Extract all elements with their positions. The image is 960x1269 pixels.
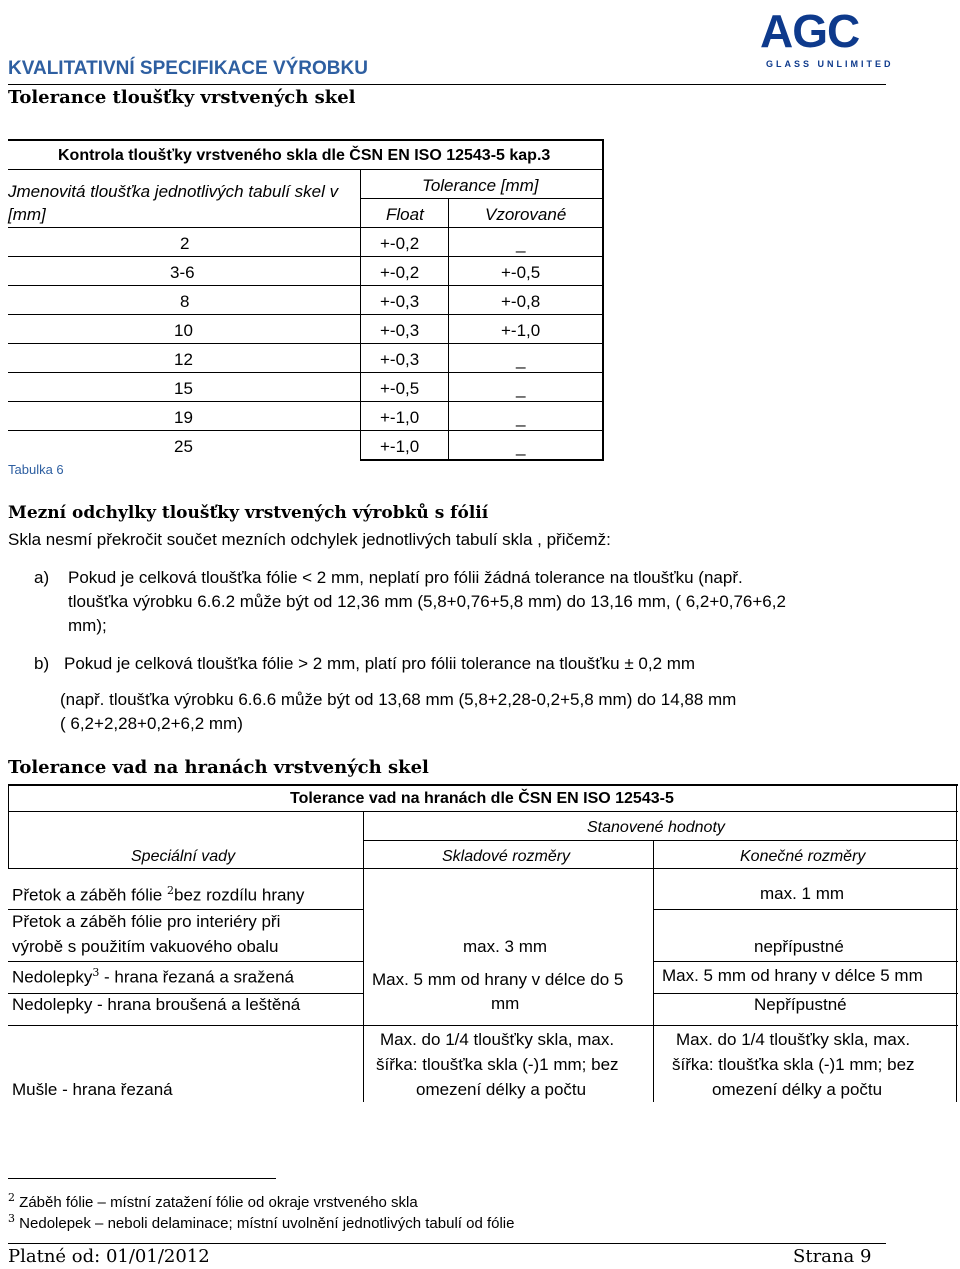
footnote [8,1191,418,1211]
table-rule [360,169,361,459]
thickness-cell: 25 [174,437,193,456]
table-rule [8,1025,958,1026]
defect-label: Mušle - hrana řezaná [12,1080,173,1099]
footnote-number: 2 [8,1191,15,1204]
float-cell: +-0,2 [380,263,420,282]
table-rule [360,198,604,199]
defect-label: Nedolepky$^3$ - hrana řezaná a sražená [12,966,294,987]
patterned-cell: _ [516,379,526,398]
table-border [956,784,957,1102]
table-rule [8,868,958,869]
table-rule [653,961,958,962]
table-rule [653,840,654,1102]
footnote-number: 3 [8,1212,15,1225]
table-rule [8,285,604,286]
section-intro: Skla nesmí překročit součet mezních odchylek jednotlivých tabulí skla , přičemž: [8,530,611,549]
table-rule [8,169,604,170]
footer-divider [8,1243,886,1244]
table-title: Kontrola tloušťky vrstveného skla dle ČSN EN ISO 12543-5 kap.3 [58,147,551,164]
table-title: Tolerance vad na hranách dle ČSN EN ISO 12543-5 [290,790,674,807]
logo-mark: AGC [760,5,860,57]
table-rule [8,256,604,257]
table-rule [8,430,604,431]
float-cell: +-0,3 [380,321,420,340]
list-marker: a) [34,568,50,587]
float-cell: +-0,2 [380,234,420,253]
table-rule [653,993,958,994]
stock-value: omezení délky a počtu [416,1080,587,1099]
thickness-cell: 15 [174,379,193,398]
document-subtitle: Tolerance tloušťky vrstvených skel [8,87,356,108]
thickness-cell: 10 [174,321,193,340]
list-marker: b) [34,654,50,673]
thickness-cell: 2 [180,234,190,253]
stock-value: Max. 5 mm od hrany v délce do 5 [372,970,624,989]
tolerance-header: Tolerance [mm] [422,176,539,195]
patterned-cell: _ [516,437,526,456]
table-rule [448,198,449,459]
thickness-header-unit: [mm] [8,205,46,224]
float-header: Float [386,205,424,224]
final-value: omezení délky a počtu [712,1080,883,1099]
final-value: Nepřípustné [754,995,847,1014]
float-cell: +-0,3 [380,350,420,369]
special-defects-header: Speciální vady [131,848,236,865]
logo-tagline: GLASS UNLIMITED [766,59,894,69]
footnote-separator [8,1178,276,1179]
patterned-header: Vzorované [485,205,567,224]
list-item-text: Pokud je celková tloušťka fólie > 2 mm, platí pro fólii tolerance na tloušťku ± 0,2 mm [64,654,696,673]
table-border [360,459,604,461]
list-item-text: Pokud je celková tloušťka fólie < 2 mm, neplatí pro fólii žádná tolerance na tloušťku (např. [68,568,743,587]
table-rule [8,811,958,812]
final-value: Max. do 1/4 tloušťky skla, max. [676,1030,911,1049]
patterned-cell: +-0,5 [501,263,541,282]
page-number: Strana 9 [793,1246,872,1267]
table-rule [8,314,604,315]
section-heading: Mezní odchylky tloušťky vrstvených výrobků s fólií [8,503,489,523]
document-title: KVALITATIVNÍ SPECIFIKACE VÝROBKU [8,58,368,79]
stock-value: Max. do 1/4 tloušťky skla, max. [380,1030,615,1049]
footnote-text: Nedolepek – neboli delaminace; místní uvolnění jednotlivých tabulí od fólie [19,1215,515,1232]
agc-logo [758,4,894,76]
table-rule [8,401,604,402]
edge-defects-table [8,784,958,1106]
table-border [602,139,604,461]
values-header: Stanovené hodnoty [587,819,725,836]
stock-value: šířka: tloušťka skla (-)1 mm; bez [376,1055,619,1074]
valid-from: Platné od: 01/01/2012 [8,1246,210,1267]
thickness-header: Jmenovitá tloušťka jednotlivých tabulí skel v [8,182,339,201]
table-caption: Tabulka 6 [8,462,64,477]
stock-value: max. 3 mm [463,937,548,956]
table-rule [363,811,364,1102]
table-border [8,784,958,786]
table-rule [8,372,604,373]
float-cell: +-0,3 [380,292,420,311]
table-rule [8,993,363,994]
patterned-cell: _ [516,234,526,253]
thickness-cell: 8 [180,292,190,311]
patterned-cell: +-0,8 [501,292,541,311]
table-rule [8,227,604,228]
table-rule [653,909,958,910]
stock-sizes-header: Skladové rozměry [442,848,571,865]
patterned-cell: _ [516,350,526,369]
patterned-cell: _ [516,408,526,427]
final-sizes-header: Konečné rozměry [740,848,866,865]
table-rule [8,961,363,962]
thickness-cell: 19 [174,408,193,427]
thickness-cell: 12 [174,350,193,369]
defect-label: výrobě s použitím vakuového obalu [12,937,279,956]
table-rule [8,909,363,910]
list-item-text: (např. tloušťka výrobku 6.6.6 může být od 13,68 mm (5,8+2,28-0,2+5,8 mm) do 14,88 mm [60,690,737,709]
float-cell: +-1,0 [380,408,420,427]
table-rule [363,840,958,841]
float-cell: +-1,0 [380,437,420,456]
final-value: nepřípustné [754,937,844,956]
defect-label: Přetok a záběh fólie $^2$bez rozdílu hrany [12,884,305,905]
final-value: max. 1 mm [760,884,845,903]
patterned-cell: +-1,0 [501,321,541,340]
final-value: Max. 5 mm od hrany v délce 5 mm [662,966,923,985]
thickness-tolerance-table [8,139,604,461]
table-border [8,139,604,141]
defect-label: Nedolepky - hrana broušená a leštěná [12,995,301,1014]
table-rule [8,343,604,344]
list-item-text: ( 6,2+2,28+0,2+6,2 mm) [60,714,243,733]
final-value: šířka: tloušťka skla (-)1 mm; bez [672,1055,915,1074]
footnote [8,1212,514,1232]
list-item-text: mm); [68,616,107,635]
float-cell: +-0,5 [380,379,420,398]
list-item-text: tloušťka výrobku 6.6.2 může být od 12,36 mm (5,8+0,76+5,8 mm) do 13,16 mm, ( 6,2+0,76+6,2 [68,592,786,611]
stock-value: mm [491,994,520,1013]
defect-label: Přetok a záběh fólie pro interiéry při [12,912,281,931]
section-heading: Tolerance vad na hranách vrstvených skel [8,757,429,778]
thickness-cell: 3-6 [170,263,195,282]
footnote-text: Záběh fólie – místní zatažení fólie od okraje vrstveného skla [19,1194,418,1211]
table-border [8,784,9,868]
header-divider [8,84,886,85]
